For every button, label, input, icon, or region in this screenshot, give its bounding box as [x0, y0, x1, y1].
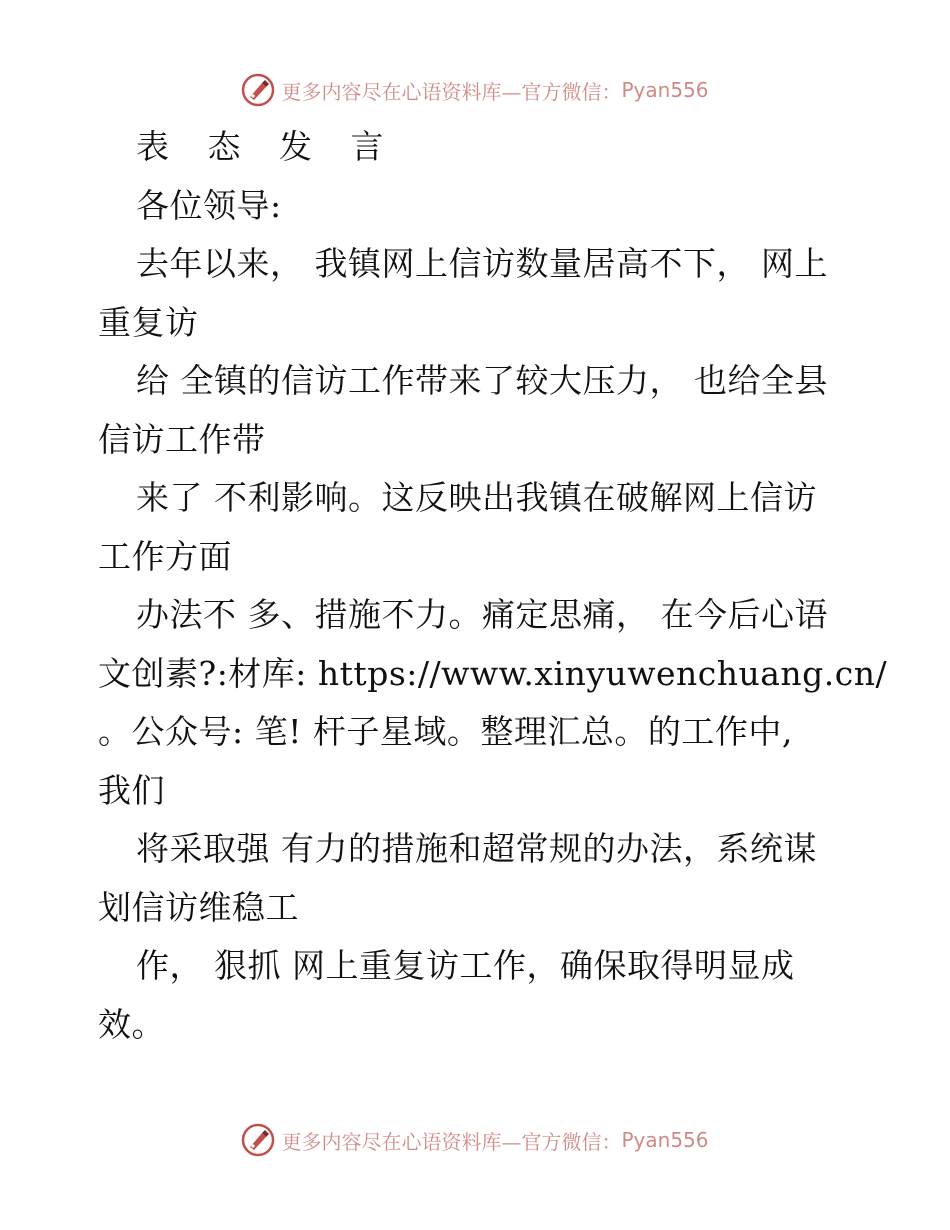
- text-line: 效。: [98, 1004, 165, 1044]
- text-line: 来了 不利影响。这反映出我镇在破解网上信访: [136, 478, 817, 517]
- text-line: 办法不 多、措施不力。痛定思痛， 在今后心语: [136, 595, 828, 634]
- header-banner: [0, 70, 950, 110]
- text-line: 给 全镇的信访工作带来了较大压力， 也给全县: [136, 361, 828, 400]
- text-line: 将采取强 有力的措施和超常规的办法，系统谋: [136, 829, 817, 868]
- text-line: 我们: [98, 770, 165, 810]
- text-line: 文创素?:材库: https://www.xinyuwenchuang.cn/: [98, 653, 888, 693]
- text-line: 工作方面: [98, 536, 232, 576]
- document-body: [98, 118, 888, 1054]
- pen-nib-seal-icon: [241, 1123, 275, 1157]
- pen-nib-seal-icon: [241, 73, 275, 107]
- footer-banner-text: 更多内容尽在心语资料库—官方微信：: [281, 1129, 622, 1154]
- footer-wechat-id: Pyan556: [621, 1128, 709, 1152]
- text-line: 作， 狠抓 网上重复访工作，确保取得明显成: [136, 946, 795, 985]
- text-line: 重复访: [98, 302, 199, 342]
- salutation: 各位领导:: [136, 185, 282, 225]
- text-line: 信访工作带: [98, 419, 266, 459]
- document-title: 表 态 发 言: [136, 127, 398, 166]
- header-banner-text: 更多内容尽在心语资料库—官方微信：: [281, 79, 622, 104]
- footer-banner: [0, 1120, 950, 1160]
- text-line: 划信访维稳工: [98, 887, 299, 927]
- text-line: 去年以来， 我镇网上信访数量居高不下， 网上: [136, 244, 828, 283]
- text-line: 。公众号: 笔! 杆子星域。整理汇总。的工作中,: [98, 712, 793, 751]
- header-wechat-id: Pyan556: [621, 78, 709, 102]
